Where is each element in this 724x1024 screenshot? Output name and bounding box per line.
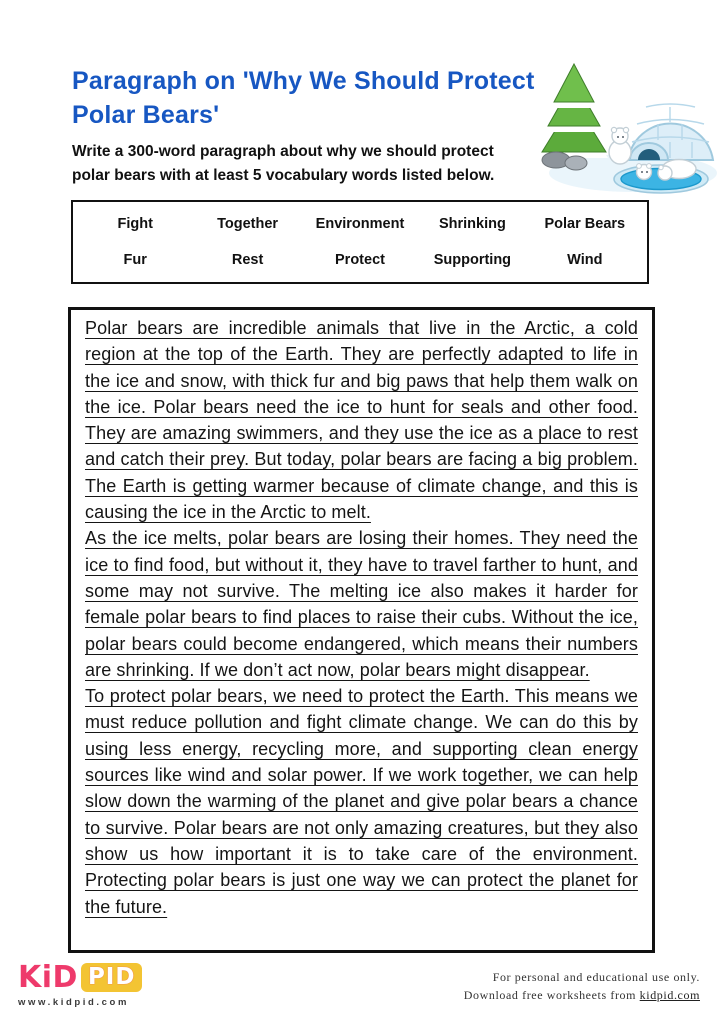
essay-paragraph-3: To protect polar bears, we need to protect the Earth. This means we must reduce pollution and fight climate change. We can do this by using less energy, recycling more, and supporting clean energy sources like wind and solar power. If we work together, we can help slow down the warming of the planet and give polar bears a chance to survive. Polar bears are not only amazing creatures, but they also show us how important it is to take care of the environment. Protecting polar bears is just one way we can protect the planet for the future. <box>85 686 638 917</box>
sitting-polar-bear <box>609 127 631 164</box>
vocab-word: Protect <box>335 252 385 268</box>
kidpid-link[interactable]: kidpid.com <box>639 988 700 1002</box>
vocab-word: Supporting <box>433 252 512 268</box>
usage-note-line2 <box>464 986 700 1004</box>
vocab-word: Fight <box>117 216 153 232</box>
vocab-word: Rest <box>231 252 264 268</box>
instructions-line2: polar bears with at least 5 vocabulary words listed below. <box>72 167 495 184</box>
igloo <box>628 104 713 160</box>
kidpid-logo-pid-badge: PID <box>81 963 143 992</box>
usage-note-line1: For personal and educational use only. <box>492 970 700 984</box>
kidpid-website-url: www.kidpid.com <box>18 997 129 1008</box>
polar-bear-illustration <box>536 60 718 198</box>
essay-paragraph-1: Polar bears are incredible animals that live in the Arctic, a cold region at the top of the Earth. They are perfectly adapted to life in the ice and snow, with thick fur and big paws that help them walk on the ice. Polar bears need the ice to hunt for seals and other food. They are amazing swimmers, and they use the ice as a place to rest and catch their prey. But today, polar bears are facing a big problem. The Earth is getting warmer because of climate change, and this is causing the ice in the Arctic to melt. <box>85 318 638 523</box>
instructions-line1: Write a 300-word paragraph about why we should protect <box>72 143 494 160</box>
vocab-word: Polar Bears <box>544 216 626 232</box>
page-title-line1: Paragraph on 'Why We Should Protect <box>72 67 535 95</box>
kidpid-logo-kid-text: KiD <box>18 960 78 995</box>
page-title-line2: Polar Bears' <box>72 101 220 129</box>
swimming-polar-bear-small <box>637 164 652 180</box>
vocab-word: Shrinking <box>438 216 506 232</box>
instructions <box>72 140 542 188</box>
essay-paragraph-2: As the ice melts, polar bears are losing their homes. They need the ice to find food, but without it, they have to travel farther to hunt, and some may not survive. The melting ice also makes it harder for female polar bears to find places to raise their cubs. Without the ice, polar bears could become endangered, which means their numbers are shrinking. If we don’t act now, polar bears might disappear. <box>85 528 638 680</box>
vocab-word: Together <box>217 216 279 232</box>
vocab-word: Wind <box>567 252 603 268</box>
vocab-word: Environment <box>315 216 405 232</box>
usage-note <box>464 968 700 1004</box>
essay-box <box>68 307 655 953</box>
vocabulary-box <box>71 200 649 284</box>
usage-note-line2-text: Download free worksheets from <box>463 988 640 1002</box>
page-title <box>72 64 535 132</box>
pine-tree <box>540 64 608 158</box>
vocab-word: Fur <box>123 252 147 268</box>
kidpid-logo <box>18 960 178 1008</box>
